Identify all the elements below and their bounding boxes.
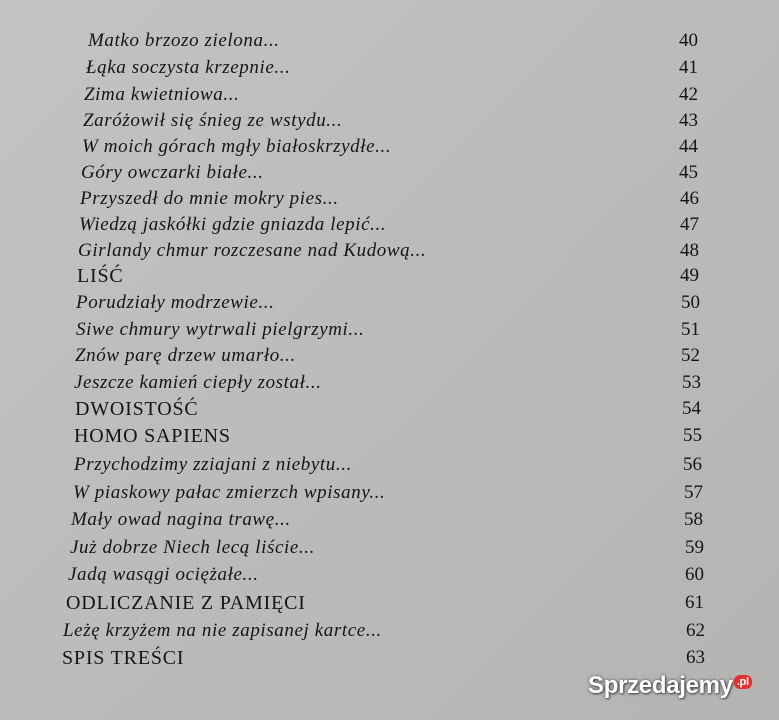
- toc-entry: [0, 134, 779, 160]
- toc-entry-page: 41: [679, 57, 698, 78]
- toc-entry-page: 40: [679, 30, 698, 51]
- toc-entry-title: Porudziały modrzewie...: [76, 292, 275, 313]
- toc-entry-title: HOMO SAPIENS: [74, 425, 231, 447]
- toc-entry: [0, 562, 779, 588]
- toc-entry-title: DWOISTOŚĆ: [75, 398, 199, 420]
- toc-entry: [0, 645, 779, 671]
- toc-entry: [0, 423, 779, 449]
- toc-entry-title: W moich górach mgły białoskrzydłe...: [82, 136, 392, 157]
- toc-entry-title: Przychodzimy zziajani z niebytu...: [74, 454, 352, 475]
- toc-entry-page: 51: [681, 319, 700, 340]
- toc-entry: [0, 452, 779, 478]
- toc-entry: [0, 82, 779, 108]
- toc-entry-page: 50: [681, 292, 700, 313]
- toc-entry-page: 55: [683, 425, 702, 446]
- toc-entry-page: 45: [679, 162, 698, 183]
- toc-entry: [0, 590, 779, 616]
- toc-entry-title: Łąka soczysta krzepnie...: [86, 57, 291, 78]
- toc-entry: [0, 212, 779, 238]
- toc-entry: [0, 55, 779, 81]
- toc-entry-page: 56: [683, 454, 702, 475]
- toc-entry-title: Jadą wasągi ociężałe...: [68, 564, 259, 585]
- toc-entry-title: Girlandy chmur rozczesane nad Kudową...: [78, 240, 427, 261]
- toc-entry-page: 53: [682, 372, 701, 393]
- toc-entry-title: Leżę krzyżem na nie zapisanej kartce...: [63, 620, 382, 641]
- toc-entry-page: 60: [685, 564, 704, 585]
- toc-entry: [0, 160, 779, 186]
- toc-entry-page: 52: [681, 345, 700, 366]
- toc-entry-title: ODLICZANIE Z PAMIĘCI: [66, 592, 306, 614]
- toc-entry-page: 47: [680, 214, 699, 235]
- toc-entry-title: Jeszcze kamień ciepły został...: [74, 372, 322, 393]
- toc-entry-title: LIŚĆ: [77, 265, 124, 287]
- toc-entry-title: Matko brzozo zielona...: [88, 30, 280, 51]
- toc-entry: [0, 238, 779, 264]
- toc-entry-page: 48: [680, 240, 699, 261]
- toc-entry-page: 54: [682, 398, 701, 419]
- toc-entry-title: Już dobrze Niech lecą liście...: [70, 537, 315, 558]
- toc-entry: [0, 396, 779, 422]
- toc-entry-page: 57: [684, 482, 703, 503]
- toc-entry-title: Zaróżowił się śnieg ze wstydu...: [83, 110, 343, 131]
- toc-entry: [0, 507, 779, 533]
- toc-entry: [0, 370, 779, 396]
- sprzedajemy-watermark: [588, 672, 752, 700]
- toc-entry-page: 43: [679, 110, 698, 131]
- toc-entry-page: 58: [684, 509, 703, 530]
- toc-entry: [0, 343, 779, 369]
- toc-entry: [0, 317, 779, 343]
- toc-entry-page: 62: [686, 620, 705, 641]
- toc-entry: [0, 263, 779, 289]
- toc-entry: [0, 108, 779, 134]
- watermark-suffix: .pl: [734, 675, 752, 689]
- toc-entry-page: 59: [685, 537, 704, 558]
- toc-entry: [0, 290, 779, 316]
- toc-entry-title: Zima kwietniowa...: [84, 84, 240, 105]
- toc-entry-title: Wiedzą jaskółki gdzie gniazda lepić...: [79, 214, 387, 235]
- toc-entry: [0, 186, 779, 212]
- toc-entry-title: SPIS TREŚCI: [62, 647, 185, 669]
- toc-entry-page: 49: [680, 265, 699, 286]
- toc-entry-page: 42: [679, 84, 698, 105]
- toc-entry: [0, 618, 779, 644]
- toc-entry-page: 46: [680, 188, 699, 209]
- toc-entry-title: Siwe chmury wytrwali pielgrzymi...: [76, 319, 365, 340]
- toc-entry-title: W piaskowy pałac zmierzch wpisany...: [73, 482, 386, 503]
- toc-entry-title: Przyszedł do mnie mokry pies...: [80, 188, 339, 209]
- toc-entry: [0, 480, 779, 506]
- toc-entry-title: Mały owad nagina trawę...: [71, 509, 291, 530]
- toc-entry: [0, 28, 779, 54]
- toc-entry-page: 61: [685, 592, 704, 613]
- toc-entry: [0, 535, 779, 561]
- toc-entry-page: 44: [679, 136, 698, 157]
- toc-entry-page: 63: [686, 647, 705, 668]
- toc-entry-title: Góry owczarki białe...: [81, 162, 264, 183]
- watermark-text: Sprzedajemy: [588, 672, 733, 699]
- toc-entry-title: Znów parę drzew umarło...: [75, 345, 296, 366]
